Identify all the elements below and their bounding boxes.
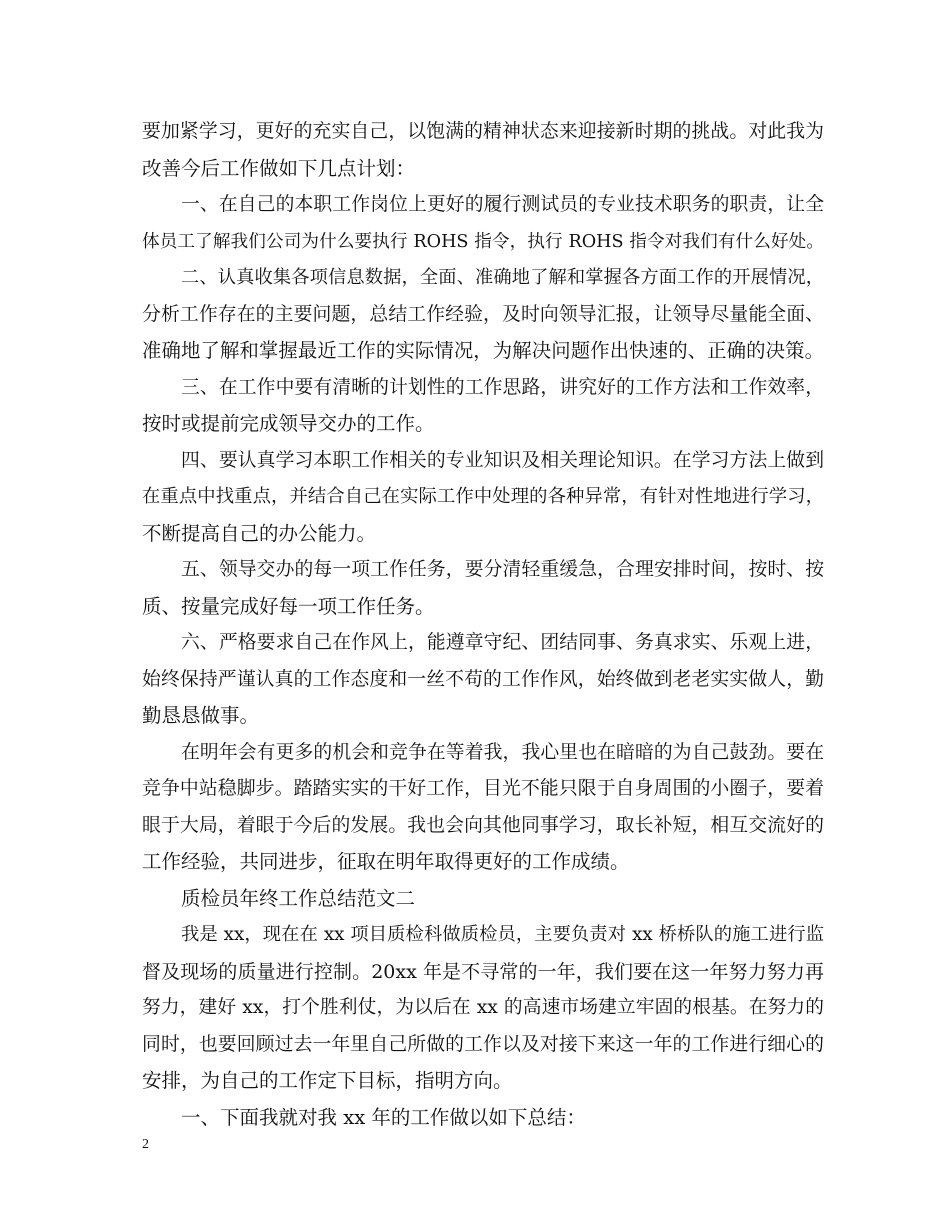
text-line: 眼于大局，着眼于今后的发展。我也会向其他同事学习，取长补短，相互交流好的 <box>142 814 824 836</box>
text-line: 督及现场的质量进行控制。20xx 年是不寻常的一年，我们要在这一年努力努力再 <box>142 960 824 983</box>
text-line: 工作经验，共同进步，征取在明年取得更好的工作成绩。 <box>142 850 630 873</box>
text-line: 竞争中站稳脚步。踏踏实实的干好工作，目光不能只限于自身周围的小圈子，要着 <box>142 778 824 799</box>
text-line: 四、要认真学习本职工作相关的专业知识及相关理论知识。在学习方法上做到 <box>181 449 824 471</box>
text-line: 一、在自己的本职工作岗位上更好的履行测试员的专业技术职务的职责，让全 <box>181 194 824 215</box>
text-line: 不断提高自己的办公能力。 <box>142 521 377 545</box>
text-line: 质、按量完成好每一项工作任务。 <box>142 594 435 618</box>
text-line: 六、严格要求自己在作风上，能遵章守纪、团结同事、务真求实、乐观上进， <box>181 632 824 653</box>
text-line: 二、认真收集各项信息数据，全面、准确地了解和掌握各方面工作的开展情况， <box>181 267 824 288</box>
text-line: 在明年会有更多的机会和竞争在等着我，我心里也在暗暗的为自己鼓劲。要在 <box>181 741 824 763</box>
text-line: 要加紧学习，更好的充实自己，以饱满的精神状态来迎接新时期的挑战。对此我为 <box>142 121 824 142</box>
text-line: 按时或提前完成领导交办的工作。 <box>142 412 435 435</box>
text-line: 五、领导交办的每一项工作任务，要分清轻重缓急，合理安排时间，按时、按 <box>181 559 824 580</box>
text-line: 准确地了解和掌握最近工作的实际情况，为解决问题作出快速的、正确的决策。 <box>142 339 824 362</box>
text-line: 一、下面我就对我 xx 年的工作做以如下总结： <box>181 1105 586 1129</box>
text-line: 同时，也要回顾过去一年里自己所做的工作以及对接下来这一年的工作进行细心的 <box>142 1033 824 1055</box>
text-line: 在重点中找重点，并结合自己在实际工作中处理的各种异常，有针对性地进行学习， <box>142 486 824 507</box>
text-line: 改善今后工作做如下几点计划： <box>142 156 416 180</box>
document-body <box>142 114 824 1136</box>
text-line: 始终保持严谨认真的工作态度和一丝不苟的工作作风，始终做到老老实实做人，勤 <box>142 668 824 690</box>
text-line: 体员工了解我们公司为什么要执行 ROHS 指令，执行 ROHS 指令对我们有什么好处。 <box>142 231 824 252</box>
text-line: 质检员年终工作总结范文二 <box>181 886 416 910</box>
text-line: 三、在工作中要有清晰的计划性的工作思路，讲究好的工作方法和工作效率， <box>181 376 824 398</box>
text-line: 分析工作存在的主要问题，总结工作经验，及时向领导汇报，让领导尽量能全面、 <box>142 303 824 325</box>
text-line: 勤恳恳做事。 <box>142 704 260 727</box>
text-line: 努力，建好 xx，打个胜利仗，为以后在 xx 的高速市场建立牢固的根基。在努力的 <box>142 997 824 1018</box>
page-number: 2 <box>142 1137 149 1152</box>
text-line: 我是 xx，现在在 xx 项目质检科做质检员，主要负责对 xx 桥桥队的施工进行监 <box>181 924 824 945</box>
text-line: 安排，为自己的工作定下目标，指明方向。 <box>142 1069 513 1092</box>
